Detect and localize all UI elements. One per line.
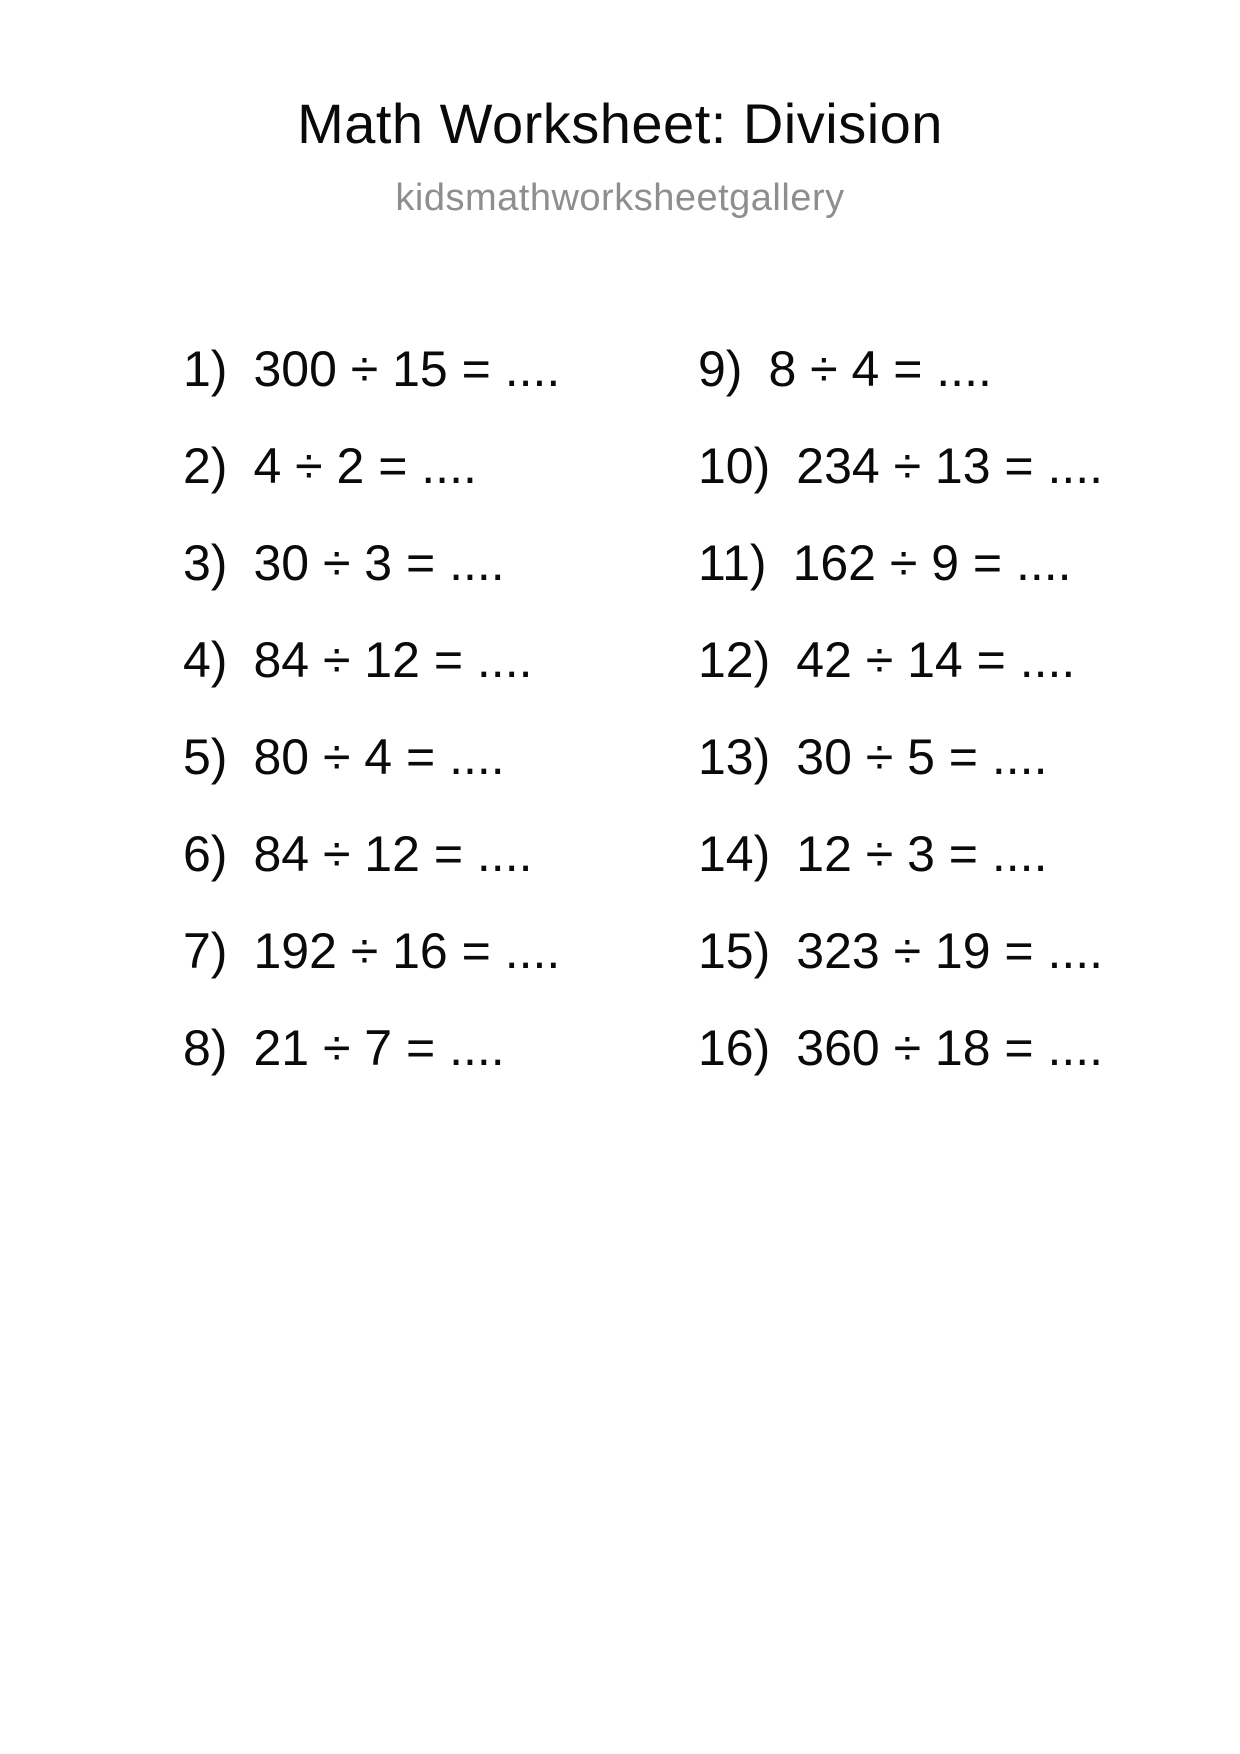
problem-number: 15) xyxy=(698,923,771,979)
page-title: Math Worksheet: Division xyxy=(297,92,943,155)
problem-number: 12) xyxy=(698,632,771,688)
problem-row-5 xyxy=(183,729,560,785)
problem-number: 16) xyxy=(698,1020,771,1076)
problem-expression: 323 ÷ 19 = .... xyxy=(796,923,1104,979)
problem-expression: 234 ÷ 13 = .... xyxy=(796,438,1104,494)
problem-row-2 xyxy=(183,438,560,494)
problem-row-13 xyxy=(698,729,1103,785)
problem-row-16 xyxy=(698,1020,1104,1076)
problem-row-1 xyxy=(183,341,561,397)
page-subtitle: kidsmathworksheetgallery xyxy=(395,177,845,219)
problem-expression: 192 ÷ 16 = .... xyxy=(253,923,561,979)
problems-column-left xyxy=(183,341,561,1076)
problem-row-12 xyxy=(698,632,1103,688)
problem-row-15 xyxy=(698,923,1104,979)
problem-expression: 300 ÷ 15 = .... xyxy=(253,341,561,397)
problem-number: 9) xyxy=(698,341,743,397)
problem-number: 2) xyxy=(183,438,228,494)
problem-number: 1) xyxy=(183,341,228,397)
problem-number: 6) xyxy=(183,826,228,882)
problem-expression: 360 ÷ 18 = .... xyxy=(796,1020,1104,1076)
problem-row-11 xyxy=(698,535,1103,591)
problem-row-8 xyxy=(183,1020,560,1076)
problem-row-4 xyxy=(183,632,560,688)
problem-expression: 162 ÷ 9 = .... xyxy=(792,535,1072,591)
problem-number: 3) xyxy=(183,535,228,591)
problem-number: 5) xyxy=(183,729,228,785)
problem-number: 10) xyxy=(698,438,771,494)
problem-expression: 4 ÷ 2 = .... xyxy=(253,438,477,494)
problem-number: 8) xyxy=(183,1020,228,1076)
problem-expression: 84 ÷ 12 = .... xyxy=(253,632,533,688)
problem-number: 11) xyxy=(698,535,767,591)
problem-row-10 xyxy=(698,438,1104,494)
problem-expression: 84 ÷ 12 = .... xyxy=(253,826,533,882)
problem-expression: 30 ÷ 5 = .... xyxy=(796,729,1048,785)
problem-number: 13) xyxy=(698,729,771,785)
problem-row-6 xyxy=(183,826,560,882)
problem-number: 7) xyxy=(183,923,228,979)
problem-expression: 80 ÷ 4 = .... xyxy=(253,729,505,785)
problem-row-9 xyxy=(698,341,1103,397)
problem-expression: 8 ÷ 4 = .... xyxy=(768,341,992,397)
problem-row-7 xyxy=(183,923,561,979)
problem-expression: 30 ÷ 3 = .... xyxy=(253,535,505,591)
problem-expression: 42 ÷ 14 = .... xyxy=(796,632,1076,688)
problem-expression: 21 ÷ 7 = .... xyxy=(253,1020,505,1076)
problem-row-14 xyxy=(698,826,1103,882)
problem-row-3 xyxy=(183,535,560,591)
problem-number: 4) xyxy=(183,632,228,688)
problem-number: 14) xyxy=(698,826,771,882)
problem-expression: 12 ÷ 3 = .... xyxy=(796,826,1048,882)
problems-column-right xyxy=(698,341,1104,1076)
